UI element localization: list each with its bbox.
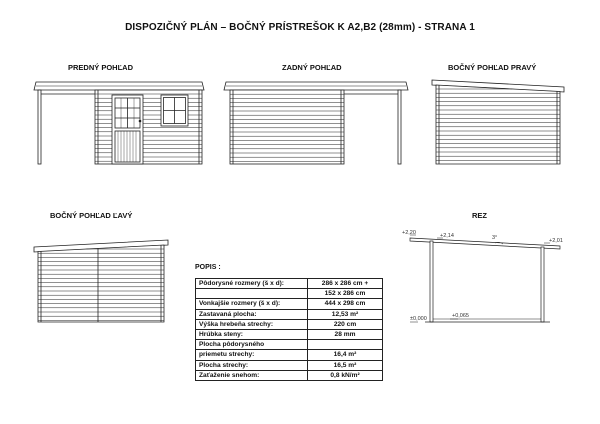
spec-row <box>196 350 383 360</box>
spec-key: Plocha strechy: <box>196 360 308 370</box>
back-view-label: ZADNÝ POHĽAD <box>282 63 342 72</box>
dim-floor-mid: +0,065 <box>452 313 469 319</box>
spec-key <box>196 289 308 299</box>
spec-value: 444 x 298 cm <box>308 299 383 309</box>
dim-height-mid: +2,14 <box>440 233 454 239</box>
spec-value: 152 x 286 cm <box>308 289 383 299</box>
spec-value <box>308 340 383 350</box>
spec-key: Výška hrebeňa strechy: <box>196 319 308 329</box>
spec-table-wrapper <box>195 278 383 381</box>
spec-key: Plocha pôdorysného <box>196 340 308 350</box>
section-view-label: REZ <box>472 211 487 220</box>
spec-value: 0,8 kN/m² <box>308 370 383 380</box>
spec-row <box>196 340 383 350</box>
spec-row <box>196 309 383 319</box>
dim-roof-angle: 3° <box>492 235 498 241</box>
spec-key: Zaťaženie snehom: <box>196 370 308 380</box>
popis-label: POPIS : <box>195 264 221 271</box>
page-title: DISPOZIČNÝ PLÁN – BOČNÝ PRÍSTREŠOK K A2,B2 (28mm) - STRANA 1 <box>125 22 475 33</box>
spec-row <box>196 319 383 329</box>
spec-table <box>195 278 383 381</box>
front-view-label: PREDNÝ POHĽAD <box>68 63 134 72</box>
spec-row <box>196 299 383 309</box>
spec-value: 286 x 286 cm + <box>308 279 383 289</box>
spec-key: Hrúbka steny: <box>196 330 308 340</box>
left-view-label: BOČNÝ POHĽAD ĽAVÝ <box>50 211 133 220</box>
spec-value: 16,4 m² <box>308 350 383 360</box>
spec-key: Vonkajšie rozmery (š x d): <box>196 299 308 309</box>
dim-height-right: +2,01 <box>549 238 563 244</box>
spec-row <box>196 360 383 370</box>
spec-value: 220 cm <box>308 319 383 329</box>
spec-value: 28 mm <box>308 330 383 340</box>
spec-key: Pôdorysné rozmery (š x d): <box>196 279 308 289</box>
spec-value: 12,53 m² <box>308 309 383 319</box>
dim-height-left: +2,20 <box>402 230 416 236</box>
spec-row <box>196 370 383 380</box>
spec-key: priemetu strechy: <box>196 350 308 360</box>
dim-floor-left: ±0,000 <box>410 316 427 322</box>
spec-key: Zastavaná plocha: <box>196 309 308 319</box>
spec-row <box>196 289 383 299</box>
spec-row <box>196 330 383 340</box>
spec-value: 16,5 m² <box>308 360 383 370</box>
right-view-label: BOČNÝ POHĽAD PRAVÝ <box>448 63 537 72</box>
spec-row <box>196 279 383 289</box>
